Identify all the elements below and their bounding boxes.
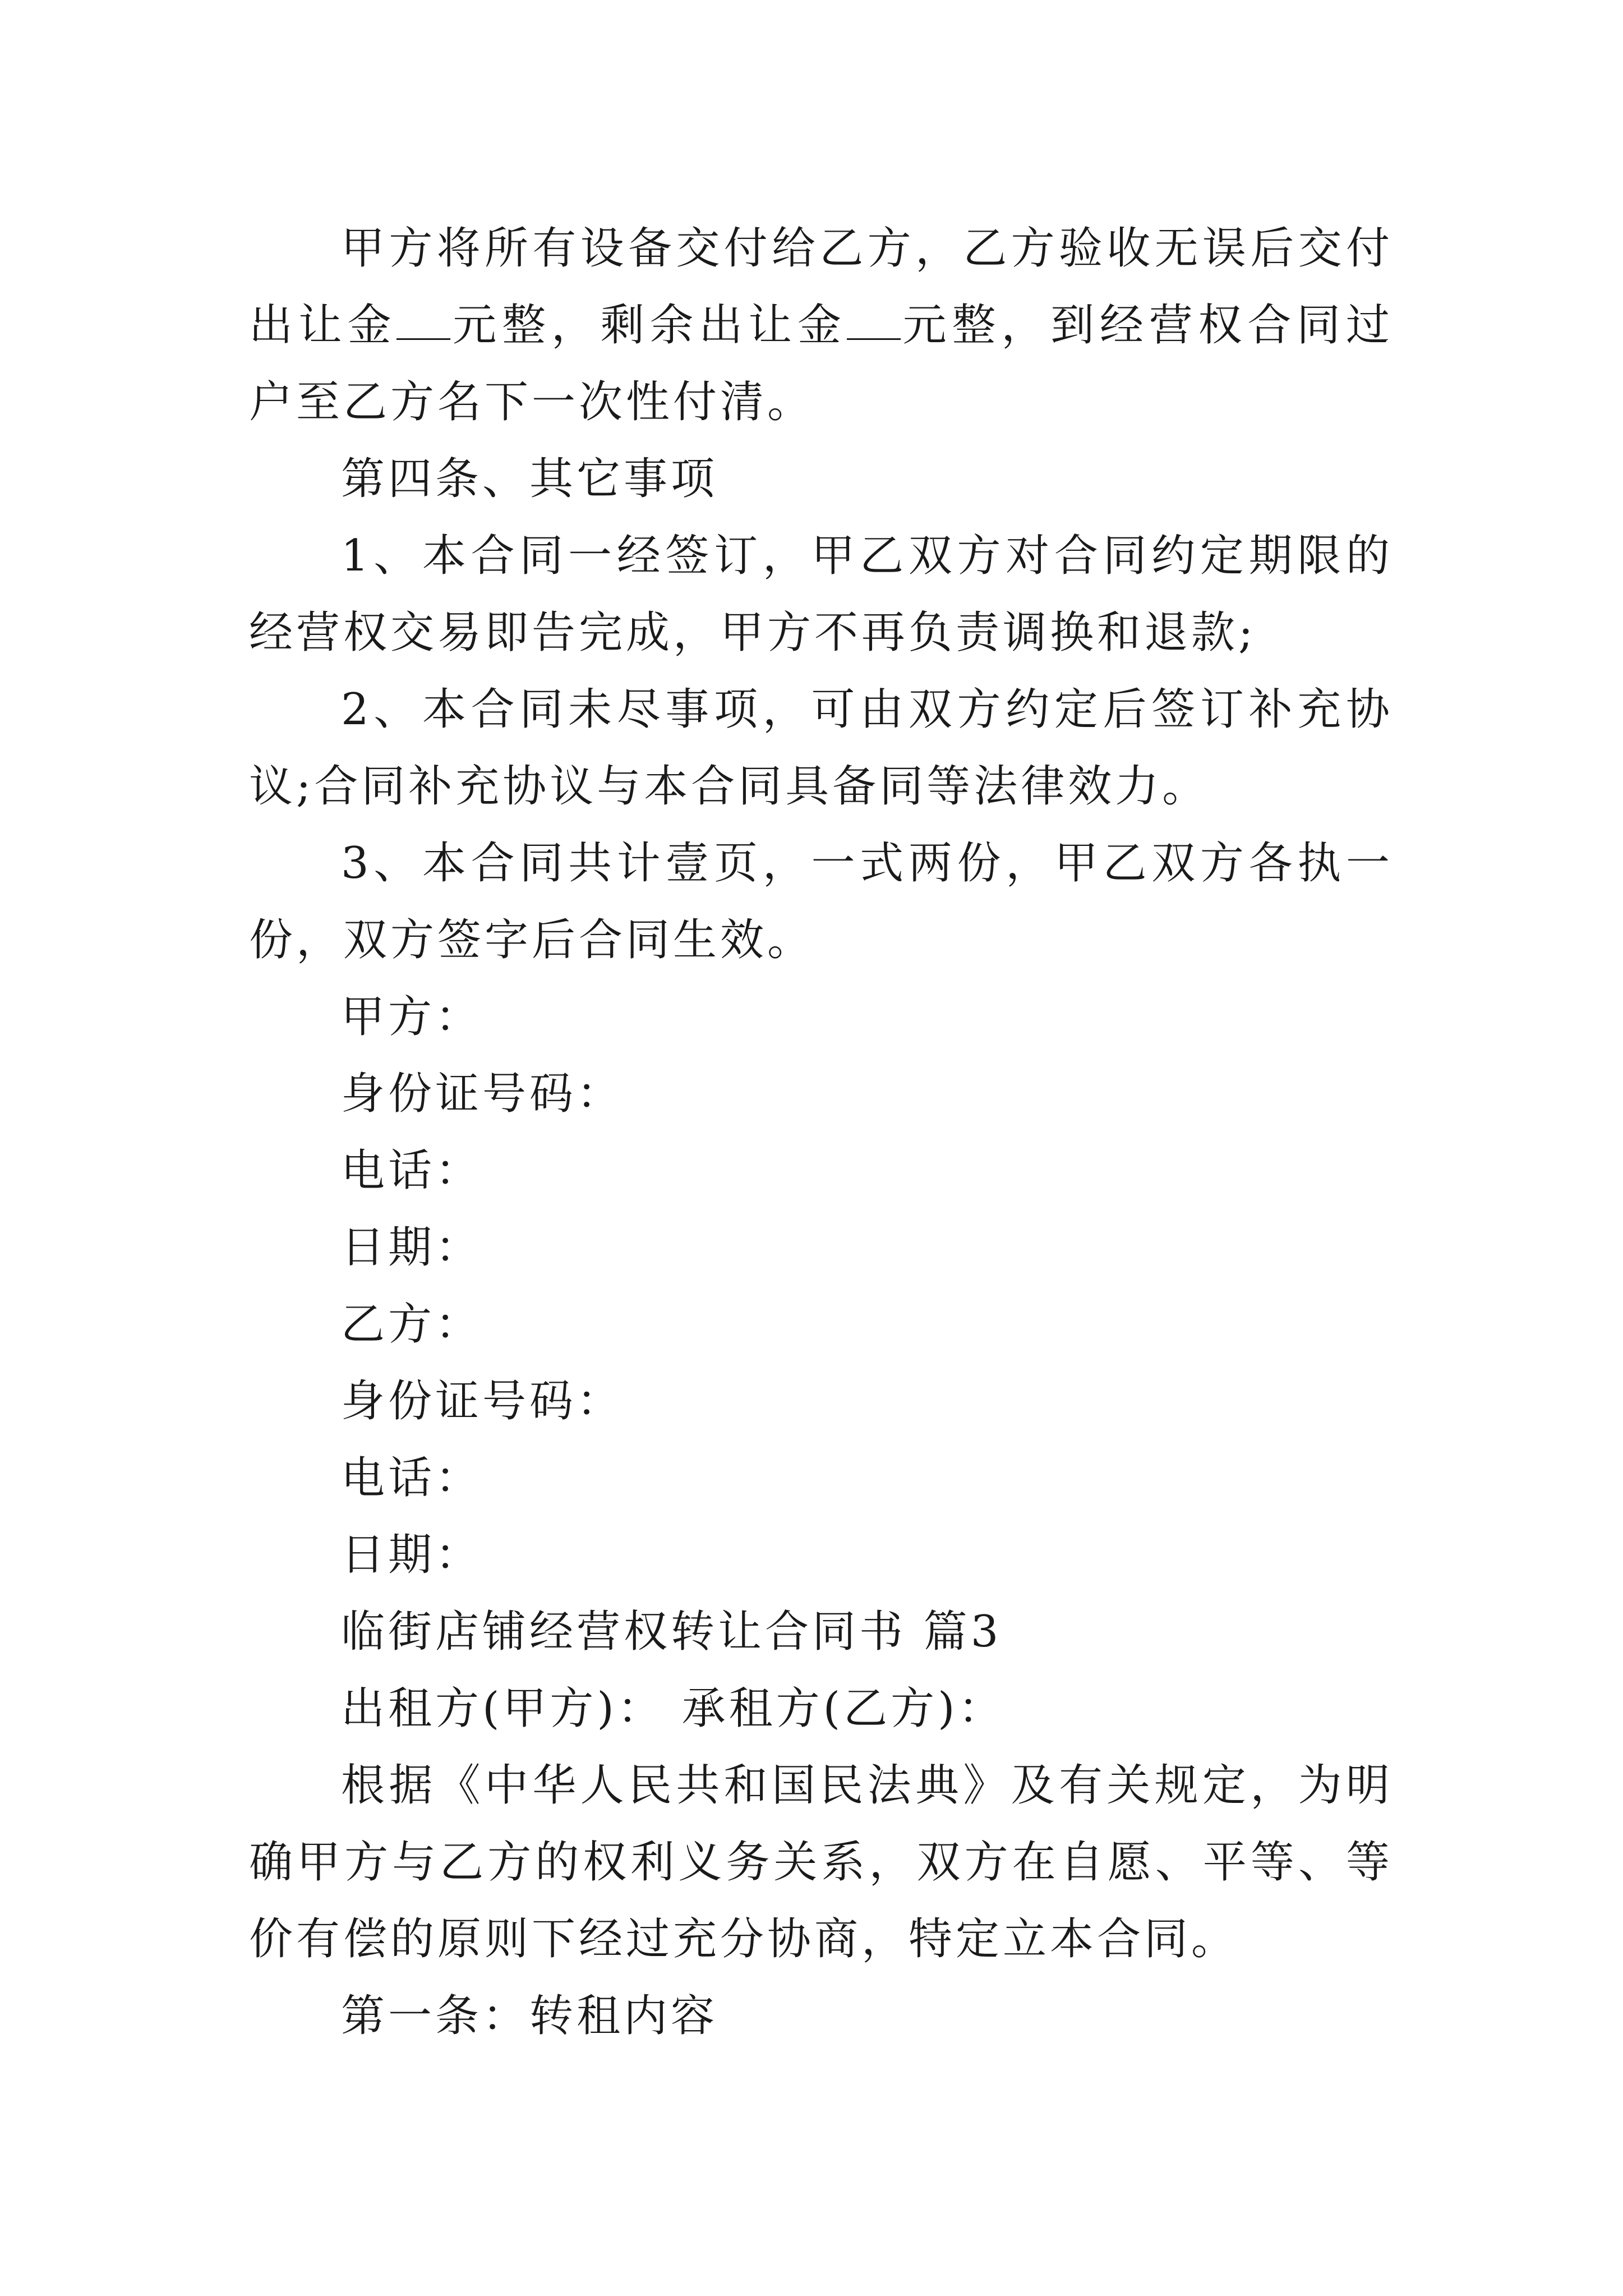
article-1-heading: 第一条：转租内容 (341, 1991, 718, 2041)
clause-2: 2、本合同未尽事项，可由双方约定后签订补充协议;合同补充协议与本合同具备同等法律效力。 (249, 684, 1393, 812)
paragraph-payment-text-2: 元整，剩余出让金 (450, 300, 847, 351)
party-a-label: 甲方： (341, 992, 483, 1042)
party-b-date-label: 日期： (341, 1530, 483, 1580)
clause-1: 1、本合同一经签订，甲乙双方对合同约定期限的经营权交易即告完成，甲方不再负责调换和退款; (249, 531, 1393, 658)
paragraph-payment-text-1: 甲方将所有设备交付给乙方，乙方验收无误后交付出让金 (249, 223, 1393, 351)
document-body (249, 210, 1393, 2055)
amount-blank-2 (847, 305, 901, 340)
amount-blank-1 (396, 305, 450, 340)
paragraph-payment (249, 210, 1393, 441)
party-b-phone-label: 电话： (341, 1453, 483, 1503)
party-a-phone-label: 电话： (341, 1145, 483, 1196)
party-a-id-label: 身份证号码： (341, 1069, 624, 1119)
clause-3: 3、本合同共计壹页，一式两份，甲乙双方各执一份，双方签字后合同生效。 (249, 838, 1393, 965)
party-a-date-label: 日期： (341, 1222, 483, 1273)
section-heading-article-4: 第四条、其它事项 (341, 454, 718, 504)
parties-line: 出租方(甲方)： 承租方(乙方)： (341, 1683, 1006, 1734)
paragraph-payment-text-3: 元整，到经营权合同过户至乙方名下一次性付清。 (249, 300, 1393, 427)
contract-title: 临街店铺经营权转让合同书 篇3 (341, 1607, 1002, 1657)
party-b-id-label: 身份证号码： (341, 1376, 624, 1427)
party-b-label: 乙方： (341, 1299, 483, 1350)
preamble: 根据《中华人民共和国民法典》及有关规定，为明确甲方与乙方的权利义务关系，双方在自愿、平等、等价有偿的原则下经过充分协商，特定立本合同。 (249, 1760, 1393, 1964)
